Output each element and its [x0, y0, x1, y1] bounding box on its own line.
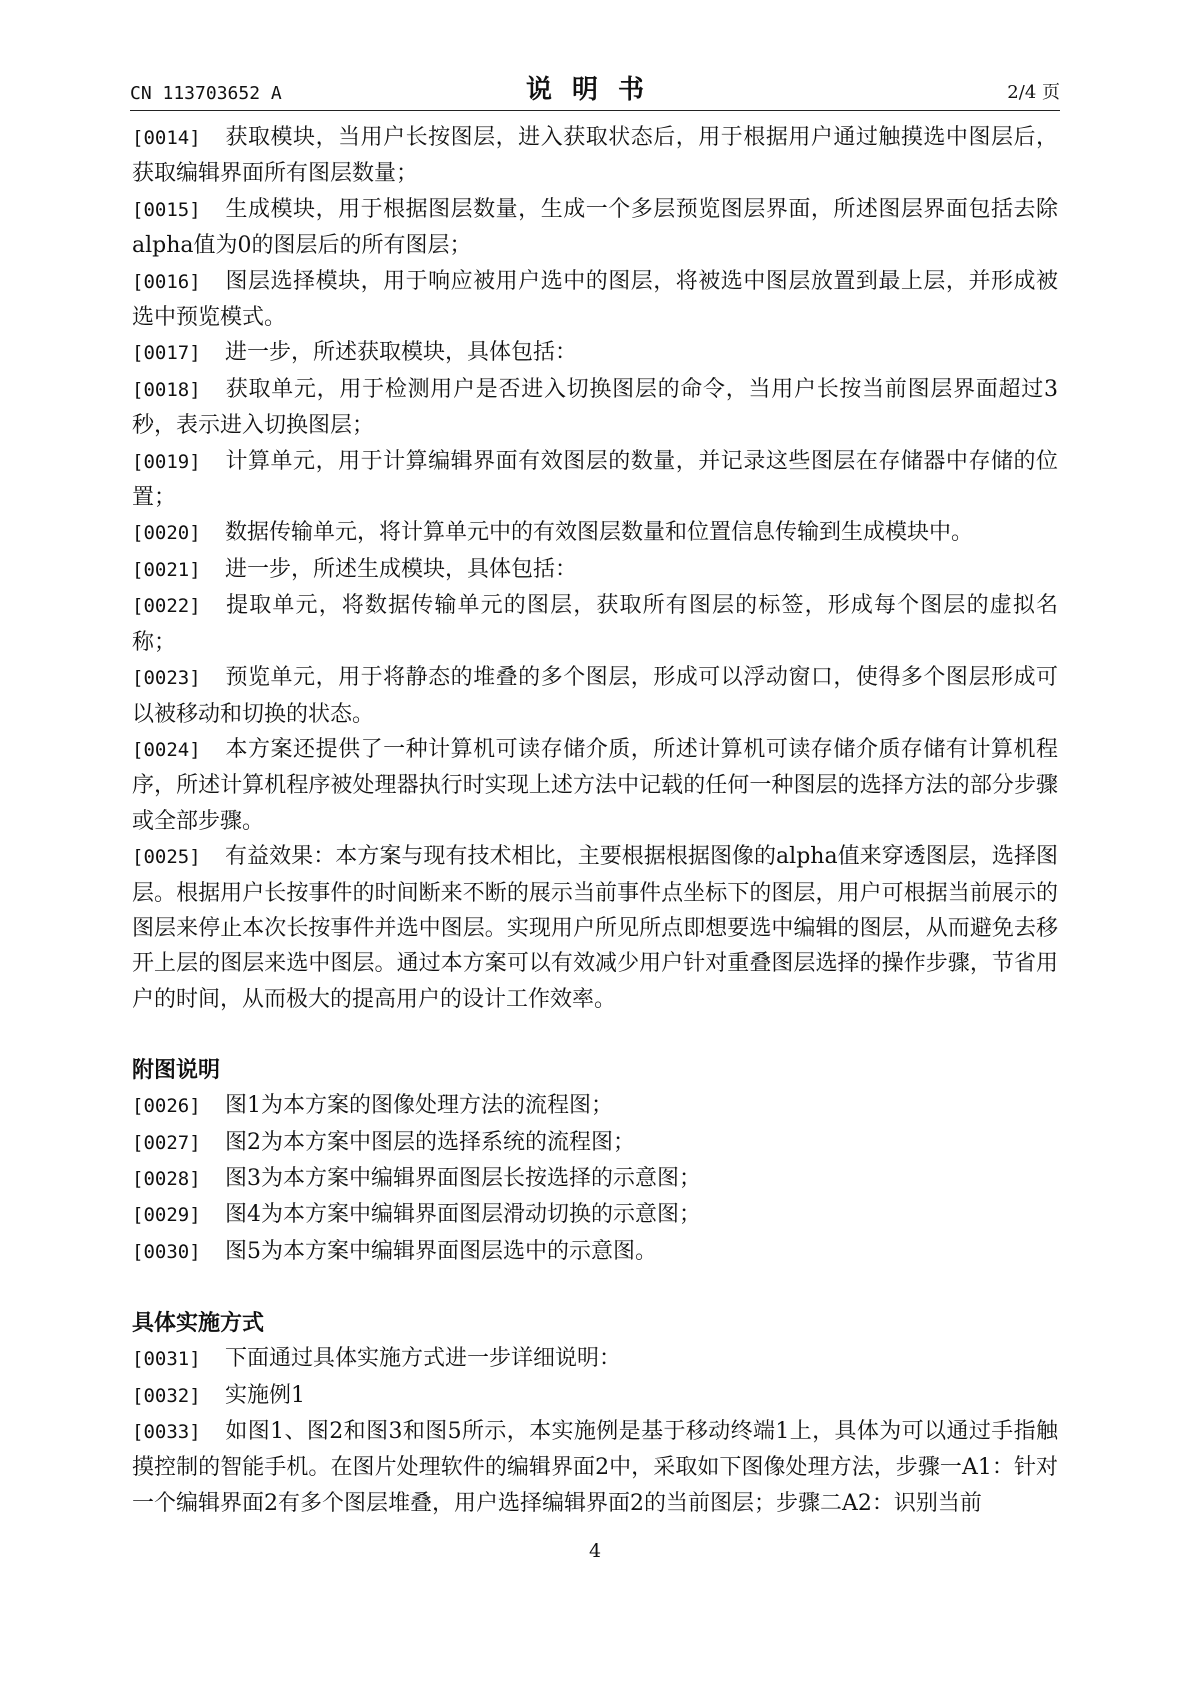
paragraph — [132, 1234, 1058, 1270]
paragraph — [132, 515, 1058, 551]
paragraph — [132, 552, 1058, 588]
paragraph — [132, 444, 1058, 516]
page-number: 4 — [588, 1540, 602, 1562]
paragraph — [132, 1088, 1058, 1124]
section-title-embodiment: 具体实施方式 — [132, 1311, 265, 1337]
paragraph-text: 图1为本方案的图像处理方法的流程图； — [225, 1093, 613, 1119]
paragraph-text: 图4为本方案中编辑界面图层滑动切换的示意图； — [225, 1202, 701, 1228]
paragraph-number: [0020] — [132, 522, 201, 545]
paragraph-number: [0023] — [132, 667, 201, 690]
paragraph-text: 数据传输单元，将计算单元中的有效图层数量和位置信息传输到生成模块中。 — [225, 520, 974, 546]
paragraph — [132, 1197, 1058, 1233]
paragraph — [132, 264, 1058, 336]
paragraph-text: 图层选择模块，用于响应被用户选中的图层，将被选中图层放置到最上层，并形成被选中预览模式。 — [132, 268, 1058, 331]
paragraph-text: 图3为本方案中编辑界面图层长按选择的示意图； — [225, 1165, 701, 1191]
paragraph-text: 提取单元，将数据传输单元的图层，获取所有图层的标签，形成每个图层的虚拟名称； — [132, 593, 1058, 655]
paragraph-text: 计算单元，用于计算编辑界面有效图层的数量，并记录这些图层在存储器中存储的位置； — [132, 448, 1058, 511]
paragraph-number: [0024] — [132, 738, 201, 761]
paragraph-number: [0030] — [132, 1240, 201, 1263]
paragraph — [132, 1161, 1058, 1197]
paragraph-number: [0027] — [132, 1131, 201, 1154]
paragraph-number: [0019] — [132, 450, 201, 473]
paragraph — [132, 1125, 1058, 1161]
paragraph-text: 进一步，所述获取模块，具体包括： — [225, 340, 578, 366]
paragraph-number: [0026] — [132, 1095, 201, 1118]
paragraph — [132, 335, 1058, 371]
paragraph-text: 进一步，所述生成模块，具体包括： — [225, 556, 578, 582]
paragraph-text: 获取模块，当用户长按图层，进入获取状态后，用于根据用户通过触摸选中图层后，获取编辑界面所有图层数量； — [132, 125, 1058, 187]
paragraph — [132, 372, 1058, 444]
paragraph-text: 图2为本方案中图层的选择系统的流程图； — [225, 1129, 635, 1155]
paragraph-text: 实施例1 — [225, 1382, 305, 1408]
paragraph-number: [0032] — [132, 1384, 201, 1407]
doc-number: CN 113703652 A — [130, 83, 282, 104]
paragraph-number: [0018] — [132, 378, 201, 401]
paragraph-text: 获取单元，用于检测用户是否进入切换图层的命令，当用户长按当前图层界面超过3秒，表示进入切换图层； — [132, 376, 1058, 439]
paragraph-text: 如图1、图2和图3和图5所示，本实施例是基于移动终端1上，具体为可以通过手指触摸控制的智能手机。在图片处理软件的编辑界面2中，采取如下图像处理方法，步骤一A1：针对一个编辑界面2有多个图层堆叠，用户选择编辑界面2的当前图层；步骤二A2：识别当前 — [132, 1419, 1058, 1516]
paragraph-number: [0033] — [132, 1421, 201, 1443]
paragraph — [132, 1378, 1058, 1414]
paragraph — [132, 1414, 1058, 1521]
paragraph-number: [0022] — [132, 595, 201, 618]
page-footer — [0, 1540, 1190, 1562]
paragraph — [132, 588, 1058, 660]
paragraph — [132, 732, 1058, 839]
document-body — [132, 120, 1058, 1521]
paragraph-number: [0025] — [132, 846, 201, 869]
paragraph-number: [0031] — [132, 1348, 201, 1371]
paragraph-number: [0016] — [132, 270, 201, 293]
paragraph-number: [0029] — [132, 1204, 201, 1227]
paragraph — [132, 1341, 1058, 1377]
paragraph-text: 生成模块，用于根据图层数量，生成一个多层预览图层界面，所述图层界面包括去除alpha值为0的图层后的所有图层； — [132, 196, 1058, 259]
paragraph — [132, 192, 1058, 264]
paragraph — [132, 660, 1058, 732]
paragraph — [132, 120, 1058, 192]
paragraph-number: [0017] — [132, 342, 201, 365]
paragraph-number: [0028] — [132, 1167, 201, 1190]
header-divider — [130, 110, 1060, 111]
section-title-figures: 附图说明 — [132, 1058, 221, 1084]
paragraph-text: 下面通过具体实施方式进一步详细说明： — [225, 1346, 622, 1372]
embodiment-paragraph-list — [132, 1341, 1058, 1521]
paragraph-text: 本方案还提供了一种计算机可读存储介质，所述计算机可读存储介质存储有计算机程序，所述计算机程序被处理器执行时实现上述方法中记载的任何一种图层的选择方法的部分步骤或全部步骤。 — [132, 736, 1058, 834]
paragraph-number: [0015] — [132, 198, 201, 221]
paragraph-number: [0014] — [132, 127, 201, 149]
paragraph — [132, 839, 1058, 1017]
paragraph-text: 预览单元，用于将静态的堆叠的多个图层，形成可以浮动窗口，使得多个图层形成可以被移动和切换的状态。 — [132, 665, 1058, 727]
figures-paragraph-list — [132, 1088, 1058, 1270]
paragraph-number: [0021] — [132, 558, 201, 581]
paragraph-text: 图5为本方案中编辑界面图层选中的示意图。 — [225, 1238, 657, 1264]
page-info: 2/4 页 — [1007, 82, 1060, 103]
paragraph-list — [132, 120, 1058, 1017]
paragraph-text: 有益效果：本方案与现有技术相比，主要根据根据图像的alpha值来穿透图层，选择图层。根据用户长按事件的时间断来不断的展示当前事件点坐标下的图层，用户可根据当前展示的图层来停止本次长按事件并选中图层。实现用户所见所点即想要选中编辑的图层，从而避免去移开上层的图层来选中图层。通过本方案可以有效减少用户针对重叠图层选择的操作步骤，节省用户的时间，从而极大的提高用户的设计工作效率。 — [132, 844, 1058, 1012]
page-title: 说明书 — [525, 75, 664, 105]
page-header — [130, 70, 1060, 110]
